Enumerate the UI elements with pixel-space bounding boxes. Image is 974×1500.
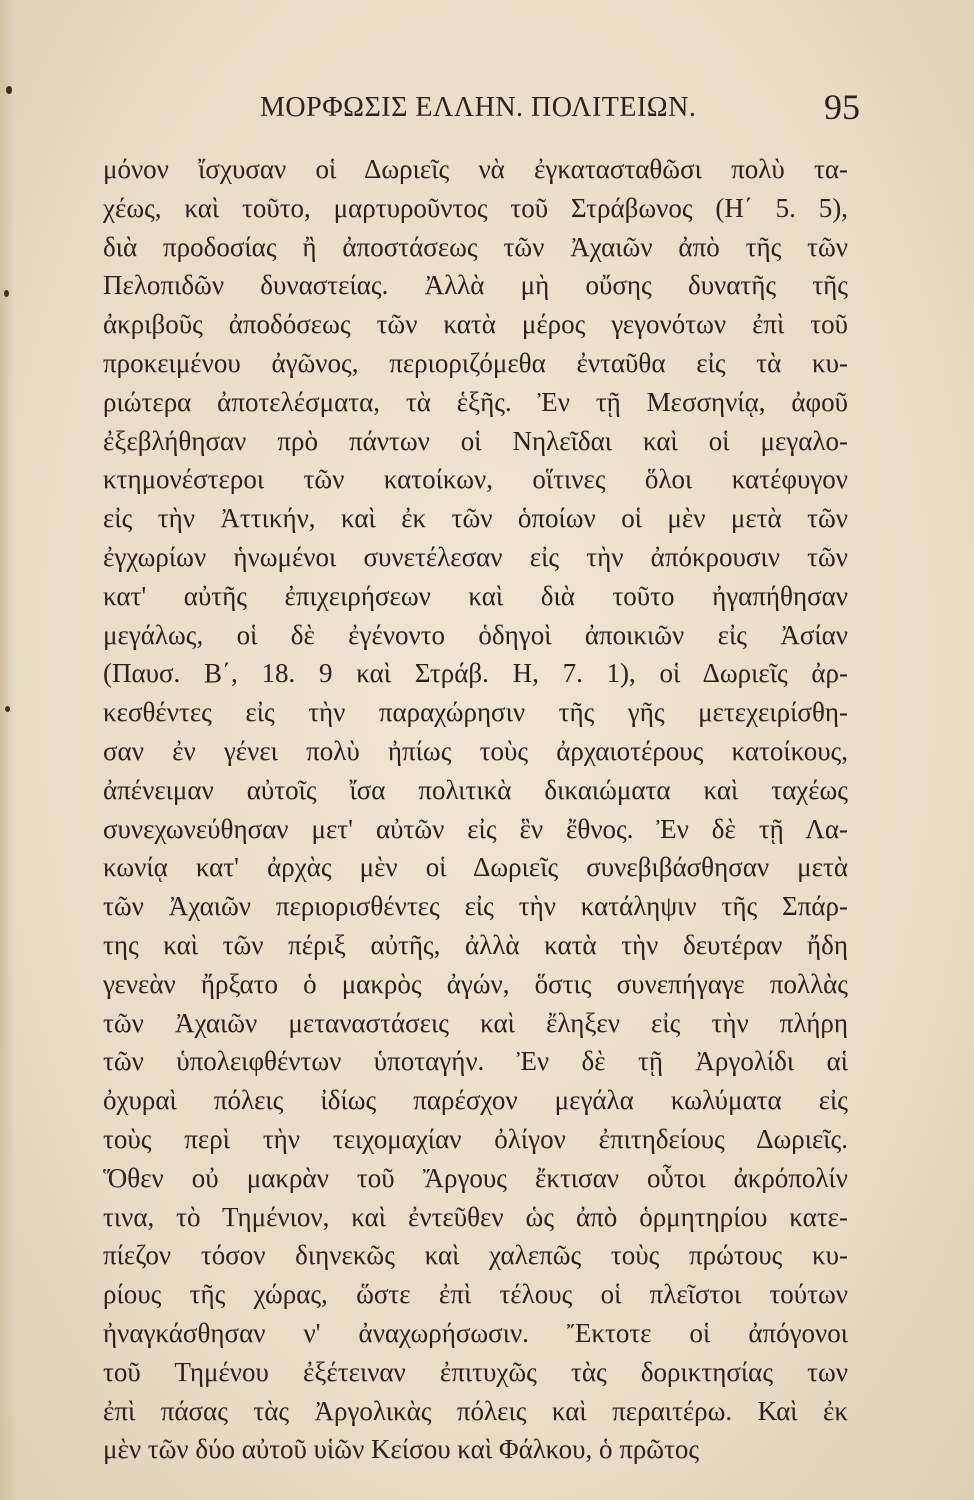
margin-ink-mark xyxy=(5,706,10,712)
text-line: μεγάλως, οἱ δὲ ἐγένοντο ὁδηγοὶ ἀποικιῶν εἰς Ἀσίαν xyxy=(103,619,848,650)
text-line: τῶν Ἀχαιῶν περιορισθέντες εἰς τὴν κατάληψιν τῆς Σπάρ- xyxy=(103,891,848,922)
text-line: κατ' αὐτῆς ἐπιχειρήσεων καὶ διὰ τοῦτο ἠγαπήθησαν xyxy=(103,580,848,611)
page-header xyxy=(100,87,860,132)
text-line: ἐγχωρίων ἡνωμένοι συνετέλεσαν εἰς τὴν ἀπόκρουσιν τῶν xyxy=(103,541,848,572)
text-line: κτημονέστεροι τῶν κατοίκων, οἵτινες ὅλοι κατέφυγον xyxy=(103,464,848,495)
text-line: τοὺς περὶ τὴν τειχομαχίαν ὀλίγον ἐπιτηδείους Δωριεῖς. xyxy=(103,1123,848,1154)
text-line: ὀχυραὶ πόλεις ἰδίως παρέσχον μεγάλα κωλύματα εἰς xyxy=(103,1085,848,1116)
text-line: διὰ προδοσίας ἢ ἀποστάσεως τῶν Ἀχαιῶν ἀπὸ τῆς τῶν xyxy=(103,231,848,262)
text-line: ἀπένειμαν αὐτοῖς ἴσα πολιτικὰ δικαιώματα καὶ ταχέως xyxy=(103,774,848,805)
text-line: τῶν ὑπολειφθέντων ὑποταγήν. Ἐν δὲ τῇ Ἀργολίδι αἱ xyxy=(103,1046,848,1077)
text-line: προκειμένου ἀγῶνος, περιοριζόμεθα ἐνταῦθα εἰς τὰ κυ- xyxy=(103,347,848,378)
text-line: της καὶ τῶν πέριξ αὐτῆς, ἀλλὰ κατὰ τὴν δευτέραν ἤδη xyxy=(103,929,848,960)
body-text xyxy=(103,150,848,1469)
text-line: (Παυσ. Β΄, 18. 9 καὶ Στράβ. Η, 7. 1), οἱ Δωριεῖς ἀρ- xyxy=(103,658,848,689)
text-line: μὲν τῶν δύο αὐτοῦ υἱῶν Κείσου καὶ Φάλκου, ὁ πρῶτος xyxy=(103,1434,700,1465)
text-line: συνεχωνεύθησαν μετ' αὐτῶν εἰς ἓν ἔθνος. Ἐν δὲ τῇ Λα- xyxy=(103,813,848,844)
text-line: ριώτερα ἀποτελέσματα, τὰ ἑξῆς. Ἐν τῇ Μεσσηνίᾳ, ἀφοῦ xyxy=(103,386,848,417)
text-line: ἐπὶ πάσας τὰς Ἀργολικὰς πόλεις καὶ περαιτέρω. Καὶ ἐκ xyxy=(103,1395,848,1426)
text-line: πίεζον τόσον διηνεκῶς καὶ χαλεπῶς τοὺς πρώτους κυ- xyxy=(103,1240,848,1271)
text-line: τῶν Ἀχαιῶν μεταναστάσεις καὶ ἔληξεν εἰς τὴν πλήρη xyxy=(103,1007,848,1038)
page-edge-shadow xyxy=(0,0,16,1500)
margin-ink-mark xyxy=(4,290,9,297)
text-line: σαν ἐν γένει πολὺ ἠπίως τοὺς ἀρχαιοτέρους κατοίκους, xyxy=(103,735,848,766)
text-line: μόνον ἴσχυσαν οἱ Δωριεῖς νὰ ἐγκατασταθῶσι πολὺ τα- xyxy=(103,154,848,184)
text-line: ἐξεβλήθησαν πρὸ πάντων οἱ Νηλεῖδαι καὶ οἱ μεγαλο- xyxy=(103,425,848,456)
text-line: Πελοπιδῶν δυναστείας. Ἀλλὰ μὴ οὔσης δυνατῆς τῆς xyxy=(103,270,848,301)
text-line: ρίους τῆς χώρας, ὥστε ἐπὶ τέλους οἱ πλεῖστοι τούτων xyxy=(103,1279,848,1310)
text-line: ἀκριβοῦς ἀποδόσεως τῶν κατὰ μέρος γεγονότων ἐπὶ τοῦ xyxy=(103,309,848,340)
text-line: ἠναγκάσθησαν ν' ἀναχωρήσωσιν. Ἔκτοτε οἱ ἀπόγονοι xyxy=(103,1317,848,1348)
text-line: τινα, τὸ Τημένιον, καὶ ἐντεῦθεν ὡς ἀπὸ ὁρμητηρίου κατε- xyxy=(103,1201,848,1232)
text-line: χέως, καὶ τοῦτο, μαρτυροῦντος τοῦ Στράβωνος (Η΄ 5. 5), xyxy=(103,192,848,223)
page-number: 95 xyxy=(824,87,860,127)
running-title: ΜΟΡΦΩΣΙΣ ΕΛΛΗΝ. ΠΟΛΙΤΕΙΩΝ. xyxy=(260,92,697,123)
margin-ink-mark xyxy=(6,86,12,94)
text-line: κεσθέντες εἰς τὴν παραχώρησιν τῆς γῆς μετεχειρίσθη- xyxy=(103,697,848,728)
text-line: γενεὰν ἤρξατο ὁ μακρὸς ἀγών, ὅστις συνεπήγαγε πολλὰς xyxy=(103,968,848,999)
text-line: κωνίᾳ κατ' ἀρχὰς μὲν οἱ Δωριεῖς συνεβιβάσθησαν μετὰ xyxy=(103,852,848,883)
text-line: εἰς τὴν Ἀττικήν, καὶ ἐκ τῶν ὁποίων οἱ μὲν μετὰ τῶν xyxy=(103,503,848,534)
text-line: τοῦ Τημένου ἐξέτειναν ἐπιτυχῶς τὰς δορικτησίας των xyxy=(103,1356,848,1387)
text-line: Ὅθεν οὐ μακρὰν τοῦ Ἄργους ἔκτισαν οὗτοι ἀκρόπολίν xyxy=(103,1162,848,1193)
